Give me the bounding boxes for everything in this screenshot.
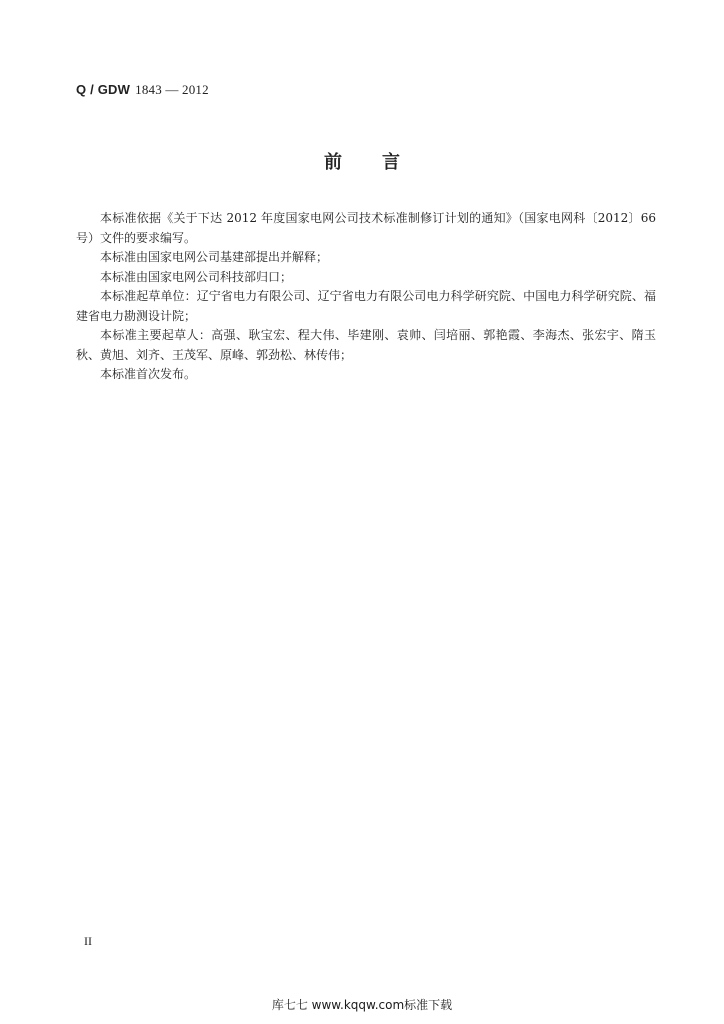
page-number: II	[84, 934, 92, 948]
paragraph-basis: 本标准依据《关于下达 2012 年度国家电网公司技术标准制修订计划的通知》（国家电网科〔2012〕66 号）文件的要求编写。	[76, 211, 656, 245]
paragraph-drafting-units: 本标准起草单位：辽宁省电力有限公司、辽宁省电力有限公司电力科学研究院、中国电力科学研究院、福建省电力勘测设计院；	[76, 289, 656, 323]
page-title: 前言	[324, 152, 440, 173]
paragraph-proposer: 本标准由国家电网公司基建部提出并解释；	[100, 250, 329, 264]
paragraph-first-release: 本标准首次发布。	[100, 367, 197, 381]
page-header	[76, 82, 209, 98]
foreword-body	[76, 209, 656, 385]
paragraph-administrator: 本标准由国家电网公司科技部归口；	[100, 269, 293, 284]
standard-number: 1843 — 2012	[135, 82, 209, 97]
standard-code: Q / GDW	[76, 82, 131, 97]
footer-watermark: 库七七 www.kqqw.com标准下载	[271, 998, 453, 1012]
paragraph-drafters: 本标准主要起草人：高强、耿宝宏、程大伟、毕建刚、袁帅、闫培丽、郭艳霞、李海杰、张宏宇、隋玉秋、黄旭、刘齐、王茂军、原峰、郭劲松、林传伟；	[76, 328, 656, 362]
